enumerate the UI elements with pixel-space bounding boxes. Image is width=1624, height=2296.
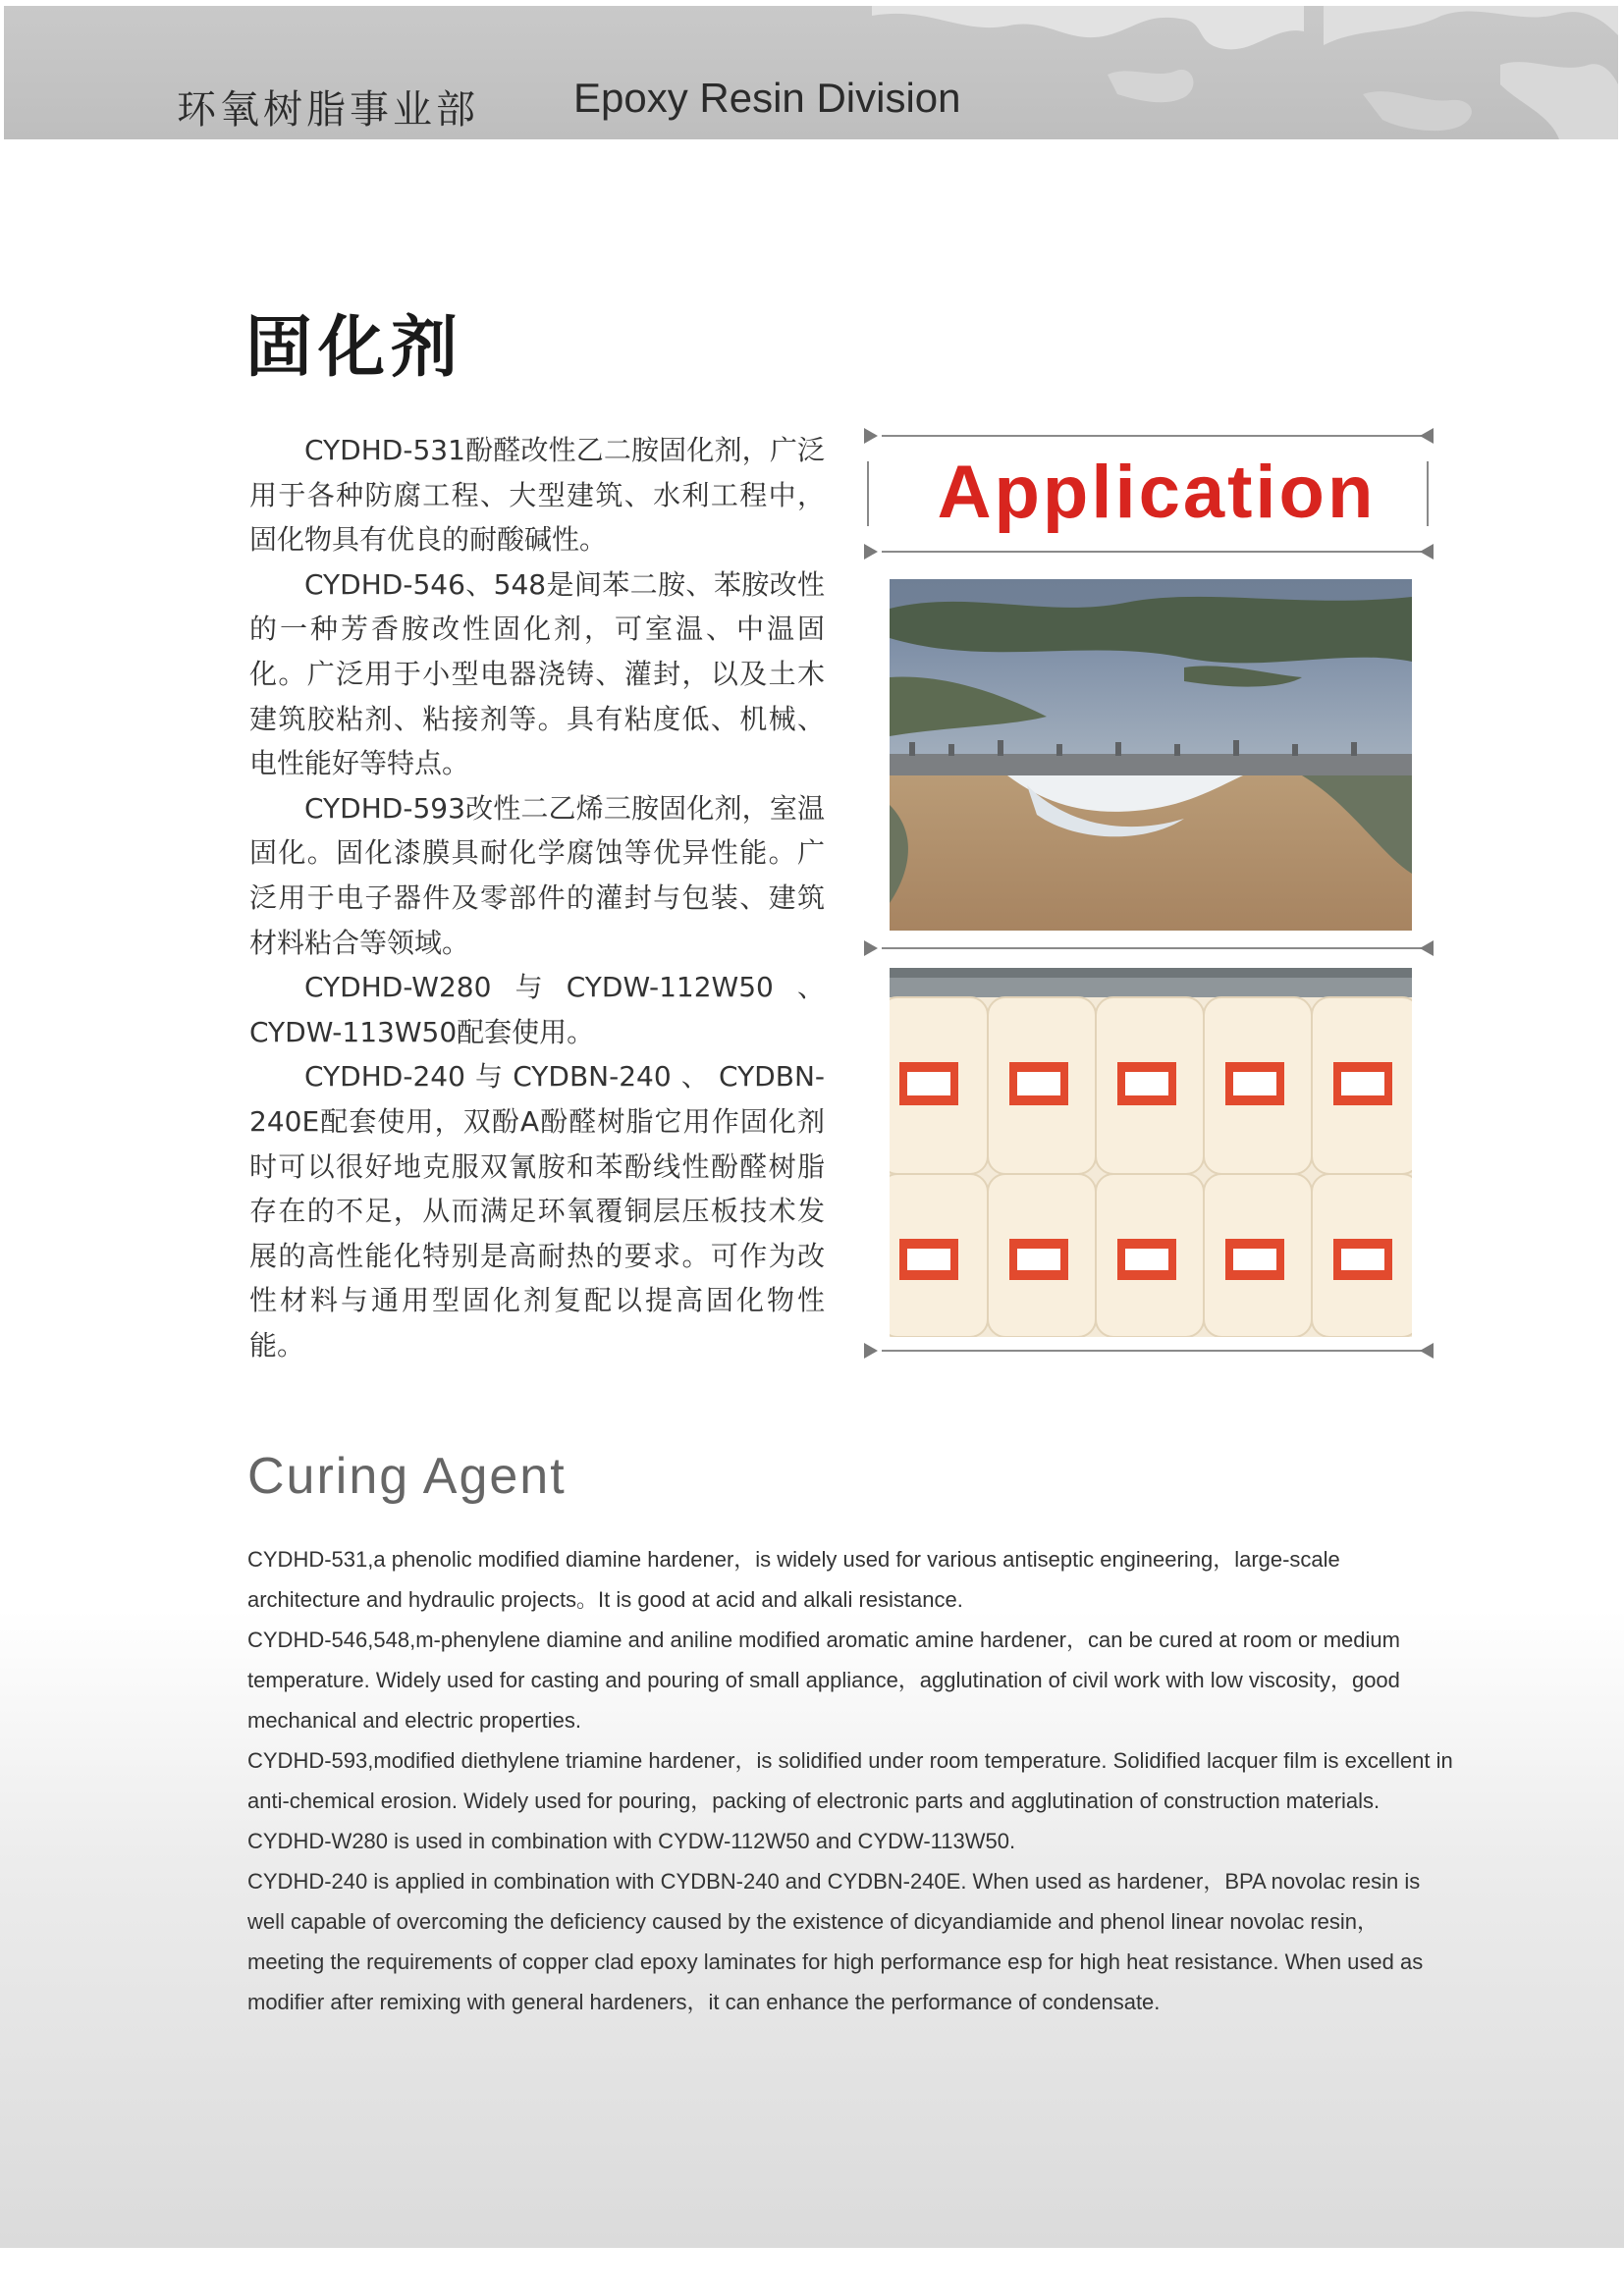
application-panel bbox=[854, 422, 1443, 1364]
en-paragraph: CYDHD-W280 is used in combination with CYDW-112W50 and CYDW-113W50. bbox=[247, 1829, 1016, 1853]
cn-paragraph: CYDHD-593改性二乙烯三胺固化剂，室温固化。固化漆膜具耐化学腐蚀等优异性能。广泛用于电子器件及零部件的灌封与包装、建筑材料粘合等领域。 bbox=[249, 791, 825, 959]
cn-paragraph: CYDHD-546、548是间苯二胺、苯胺改性的一种芳香胺改性固化剂，可室温、中温固化。广泛用于小型电器浇铸、灌封，以及土木建筑胶粘剂、粘接剂等。具有粘度低、机械、电性能好等特点。 bbox=[249, 567, 825, 780]
product-drums-photo bbox=[890, 968, 1412, 1337]
cn-body-text bbox=[249, 428, 825, 1367]
cn-paragraph: CYDHD-W280与CYDW-112W50、CYDW-113W50配套使用。 bbox=[249, 971, 825, 1048]
page-title-cn: 固化剂 bbox=[245, 309, 464, 387]
dam-photo bbox=[890, 579, 1412, 931]
header-division-cn: 环氧树脂事业部 bbox=[177, 87, 479, 133]
header-division-en: Epoxy Resin Division bbox=[573, 75, 961, 121]
en-paragraph: CYDHD-240 is applied in combination with CYDBN-240 and CYDBN-240E. When used as hardener，BPA novolac resin is well capable of overcoming the deficiency caused by the existence of dicyandiamide and phenol linear novolac resin，meeting the requirements of copper clad epoxy laminates for high performance esp for high heat resistance. When used as modifier after remixing with general hardeners，it can enhance the performance of condensate. bbox=[247, 1869, 1424, 2014]
en-paragraph: CYDHD-593,modified diethylene triamine hardener，is solidified under room temperature. Solidified lacquer film is excellent in anti-chemical erosion. Widely used for pouring，packing of electronic parts and agglutination of construction materials. bbox=[247, 1748, 1453, 1813]
en-paragraph: CYDHD-531,a phenolic modified diamine hardener，is widely used for various antiseptic engineering，large-scale architecture and hydraulic projects。It is good at acid and alkali resistance. bbox=[247, 1547, 1340, 1612]
header-band bbox=[4, 6, 1618, 139]
cn-paragraph: CYDHD-240与CYDBN-240、CYDBN-240E配套使用，双酚A酚醛树脂它用作固化剂时可以很好地克服双氰胺和苯酚线性酚醛树脂存在的不足，从而满足环氧覆铜层压板技术发展的高性能化特别是高耐热的要求。可作为改性材料与通用型固化剂复配以提高固化物性能。 bbox=[249, 1060, 825, 1362]
dam-illustration bbox=[890, 579, 1412, 931]
drums-illustration bbox=[890, 968, 1412, 1337]
cn-paragraph: CYDHD-531酚醛改性乙二胺固化剂，广泛用于各种防腐工程、大型建筑、水利工程中，固化物具有优良的耐酸碱性。 bbox=[249, 434, 825, 557]
en-body-text bbox=[247, 1539, 1455, 2022]
en-paragraph: CYDHD-546,548,m-phenylene diamine and aniline modified aromatic amine hardener，can be cured at room or medium temperature. Widely used for casting and pouring of small appliance，agglutination of civil work with low viscosity，good mechanical and electric properties. bbox=[247, 1628, 1400, 1733]
application-title: Application bbox=[937, 451, 1377, 534]
bottom-margin bbox=[0, 2248, 1624, 2296]
section-title-en: Curing Agent bbox=[247, 1448, 567, 1505]
